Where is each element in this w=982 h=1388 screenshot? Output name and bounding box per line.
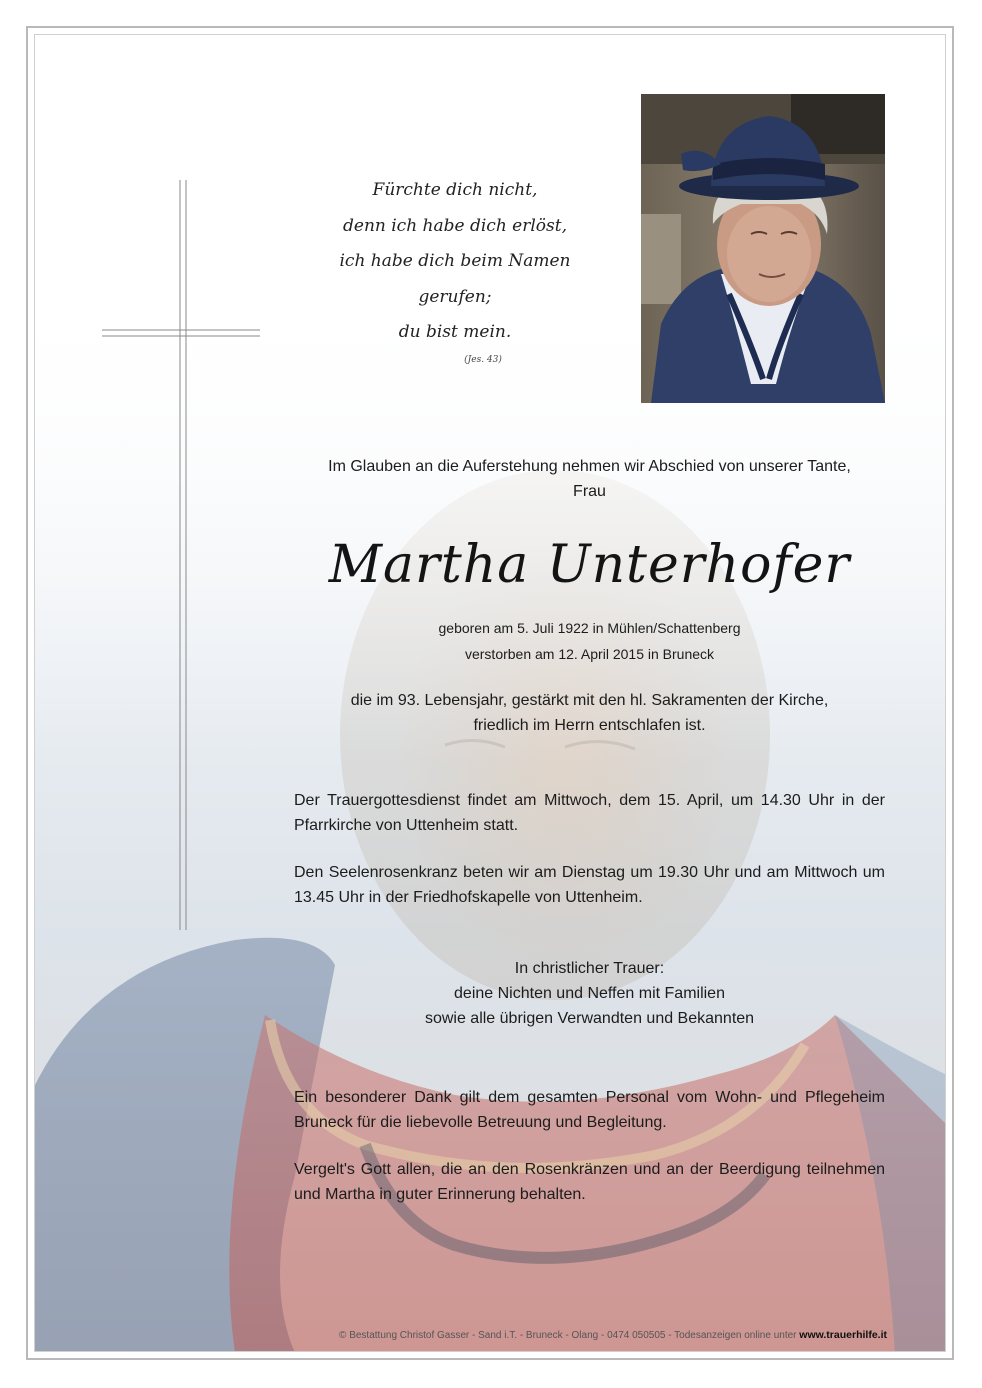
vergelts-gott-text: Vergelt's Gott allen, die an den Rosenkränzen und an der Beerdigung teilnehmen und Martha in guter Erinnerung behalten. bbox=[294, 1161, 885, 1203]
quote-line: du bist mein. bbox=[398, 322, 512, 342]
deceased-name: Martha Unterhofer bbox=[328, 535, 851, 595]
footer-link[interactable]: www.trauerhilfe.it bbox=[799, 1329, 887, 1341]
mourners-text bbox=[294, 956, 885, 1031]
funeral-service-text: Der Trauergottesdienst findet am Mittwoch, dem 15. April, um 14.30 Uhr in der Pfarrkirche von Uttenheim statt. bbox=[294, 792, 885, 834]
life-dates bbox=[294, 615, 885, 667]
mourners-line: deine Nichten und Neffen mit Familien bbox=[454, 985, 725, 1002]
life-text bbox=[294, 688, 885, 738]
intro-frau: Frau bbox=[573, 483, 606, 500]
footer bbox=[339, 1329, 887, 1341]
life-line: friedlich im Herrn entschlafen ist. bbox=[473, 717, 706, 734]
obituary-card bbox=[34, 34, 946, 1352]
mourners-line: sowie alle übrigen Verwandten und Bekannten bbox=[424, 1010, 755, 1027]
rosary-text: Den Seelenrosenkranz beten wir am Dienstag um 19.30 Uhr und am Mittwoch um 13.45 Uhr in der Friedhofskapelle von Uttenheim. bbox=[294, 864, 885, 906]
quote-line: Fürchte dich nicht, bbox=[372, 180, 538, 200]
birth-line: geboren am 5. Juli 1922 in Mühlen/Schattenberg bbox=[438, 620, 741, 636]
intro-text bbox=[294, 454, 885, 504]
life-line: die im 93. Lebensjahr, gestärkt mit den hl. Sakramenten der Kirche, bbox=[350, 692, 829, 709]
footer-text: © Bestattung Christof Gasser - Sand i.T. - Bruneck - Olang - 0474 050505 - Todesanzeigen online unter bbox=[339, 1330, 797, 1341]
quote-line: denn ich habe dich erlöst, bbox=[343, 215, 567, 236]
quote-source: (Jes. 43) bbox=[464, 354, 502, 365]
bible-quote bbox=[305, 173, 605, 369]
portrait-photo bbox=[641, 94, 885, 403]
intro-line: Im Glauben an die Auferstehung nehmen wir Abschied von unserer Tante, bbox=[328, 458, 851, 475]
quote-line: ich habe dich beim Namen gerufen; bbox=[339, 251, 571, 307]
mourners-line: In christlicher Trauer: bbox=[514, 960, 665, 977]
thanks-text: Ein besonderer Dank gilt dem gesamten Personal vom Wohn- und Pflegeheim Bruneck für die liebevolle Betreuung und Begleitung. bbox=[294, 1089, 885, 1131]
death-line: verstorben am 12. April 2015 in Bruneck bbox=[464, 646, 715, 662]
